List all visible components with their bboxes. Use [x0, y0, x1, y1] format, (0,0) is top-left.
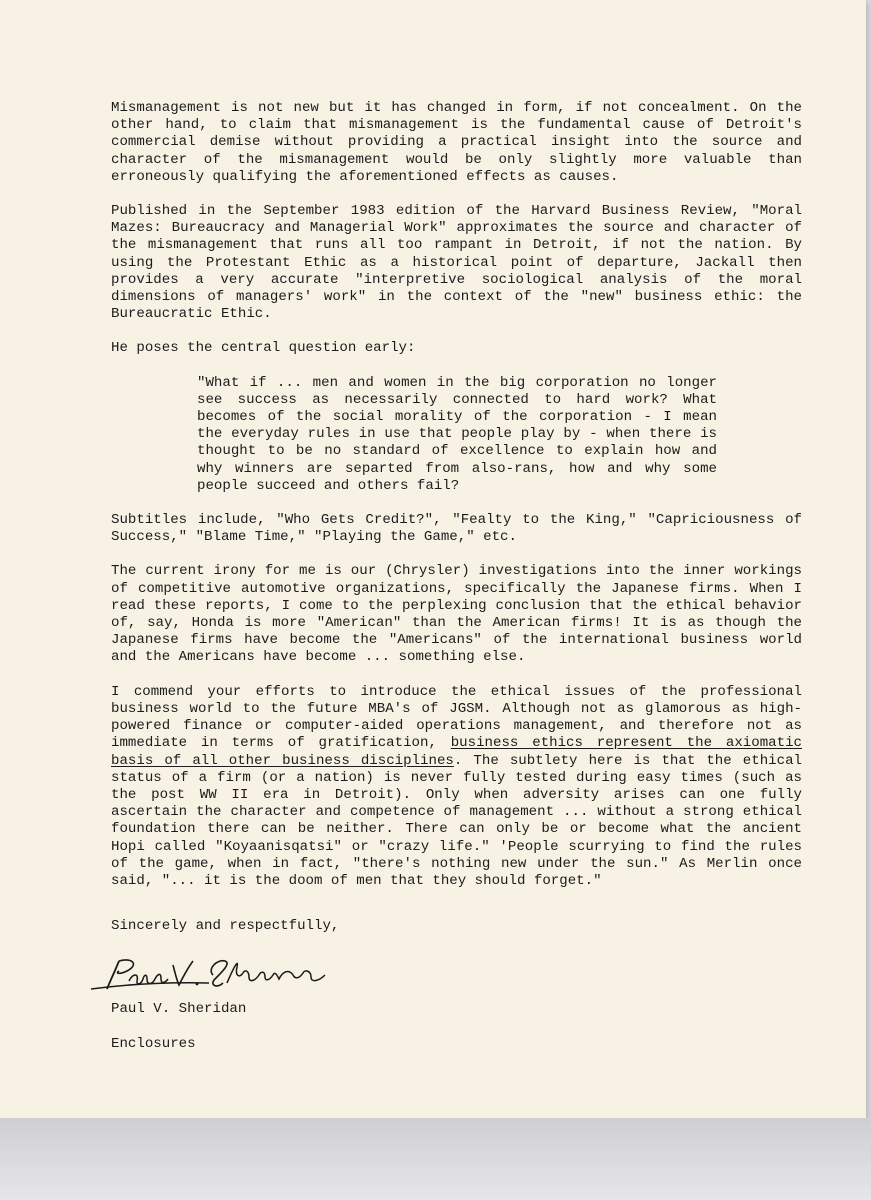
- paragraph-irony: The current irony for me is our (Chrysler) investigations into the inner workings of competitive automotive organizations, specifically the Japanese firms. When I read these reports, I come to the perplexing conclusion that the ethical behavior of, say, Honda is more "American" than the American firms! It is as though the Japanese firms have become the "Americans" of the international business world and the Americans have become ... something else.: [111, 563, 802, 666]
- enclosures-note: Enclosures: [111, 1035, 196, 1052]
- commend-text-after: . The subtlety here is that the ethical status of a firm (or a nation) is never fully tested during easy times (such as the post WW II era in Detroit). Only when adversity arises can one fully ascertain the character and competence of management ... without a strong ethical foundation there can be neither. There can only be or become what the ancient Hopi called "Koyaanisqatsi" or "crazy life." 'People scurrying to find the rules of the game, when in fact, "there's nothing new under the sun." As Merlin once said, "... it is the doom of men that they should forget.": [111, 752, 802, 889]
- commend-text-before: I commend your efforts to introduce the ethical issues of the professional business world to the future MBA's of JGSM. Although not as glamorous as high-powered finance or computer-aided operations management, and therefore not as immediate in terms of gratification,: [111, 683, 802, 752]
- paragraph-subtitles: Subtitles include, "Who Gets Credit?", "Fealty to the King," "Capriciousness of Success," "Blame Time," "Playing the Game," etc.: [111, 512, 802, 546]
- paragraph-commend: [111, 684, 802, 890]
- paragraph-central-question: He poses the central question early:: [111, 340, 416, 357]
- block-quote: "What if ... men and women in the big corporation no longer see success as necessarily connected to hard work? What becomes of the social morality of the corporation - I mean the everyday rules in use that people play by - when there is thought to be no standard of excellence to explain how and why winners are separted from also-rans, how and why some people succeed and others fail?: [197, 374, 717, 494]
- handwritten-signature: [89, 951, 329, 995]
- signatory-name: Paul V. Sheridan: [111, 1001, 247, 1018]
- closing-salutation: Sincerely and respectfully,: [111, 918, 340, 935]
- letter-body: [111, 100, 802, 1053]
- underlined-emphasis: business ethics represent the axiomatic basis of all other business disciplines: [111, 735, 802, 769]
- paragraph-moral-mazes: Published in the September 1983 edition of the Harvard Business Review, "Moral Mazes: Bureaucracy and Managerial Work" approximates the source and character of the mismanagement that runs all too rampant in Detroit, if not the nation. By using the Protestant Ethic as a historical point of departure, Jackall then provides a very accurate "interpretive sociological analysis of the moral dimensions of managers' work" in the context of the "new" business ethic: the Bureaucratic Ethic.: [111, 203, 802, 323]
- scanner-background: [0, 1118, 871, 1200]
- paragraph-mismanagement: Mismanagement is not new but it has changed in form, if not concealment. On the other hand, to claim that mismanagement is the fundamental cause of Detroit's commercial demise without providing a practical insight into the source and character of the mismanagement would be only slightly more valuable than erroneously qualifying the aforementioned effects as causes.: [111, 100, 802, 185]
